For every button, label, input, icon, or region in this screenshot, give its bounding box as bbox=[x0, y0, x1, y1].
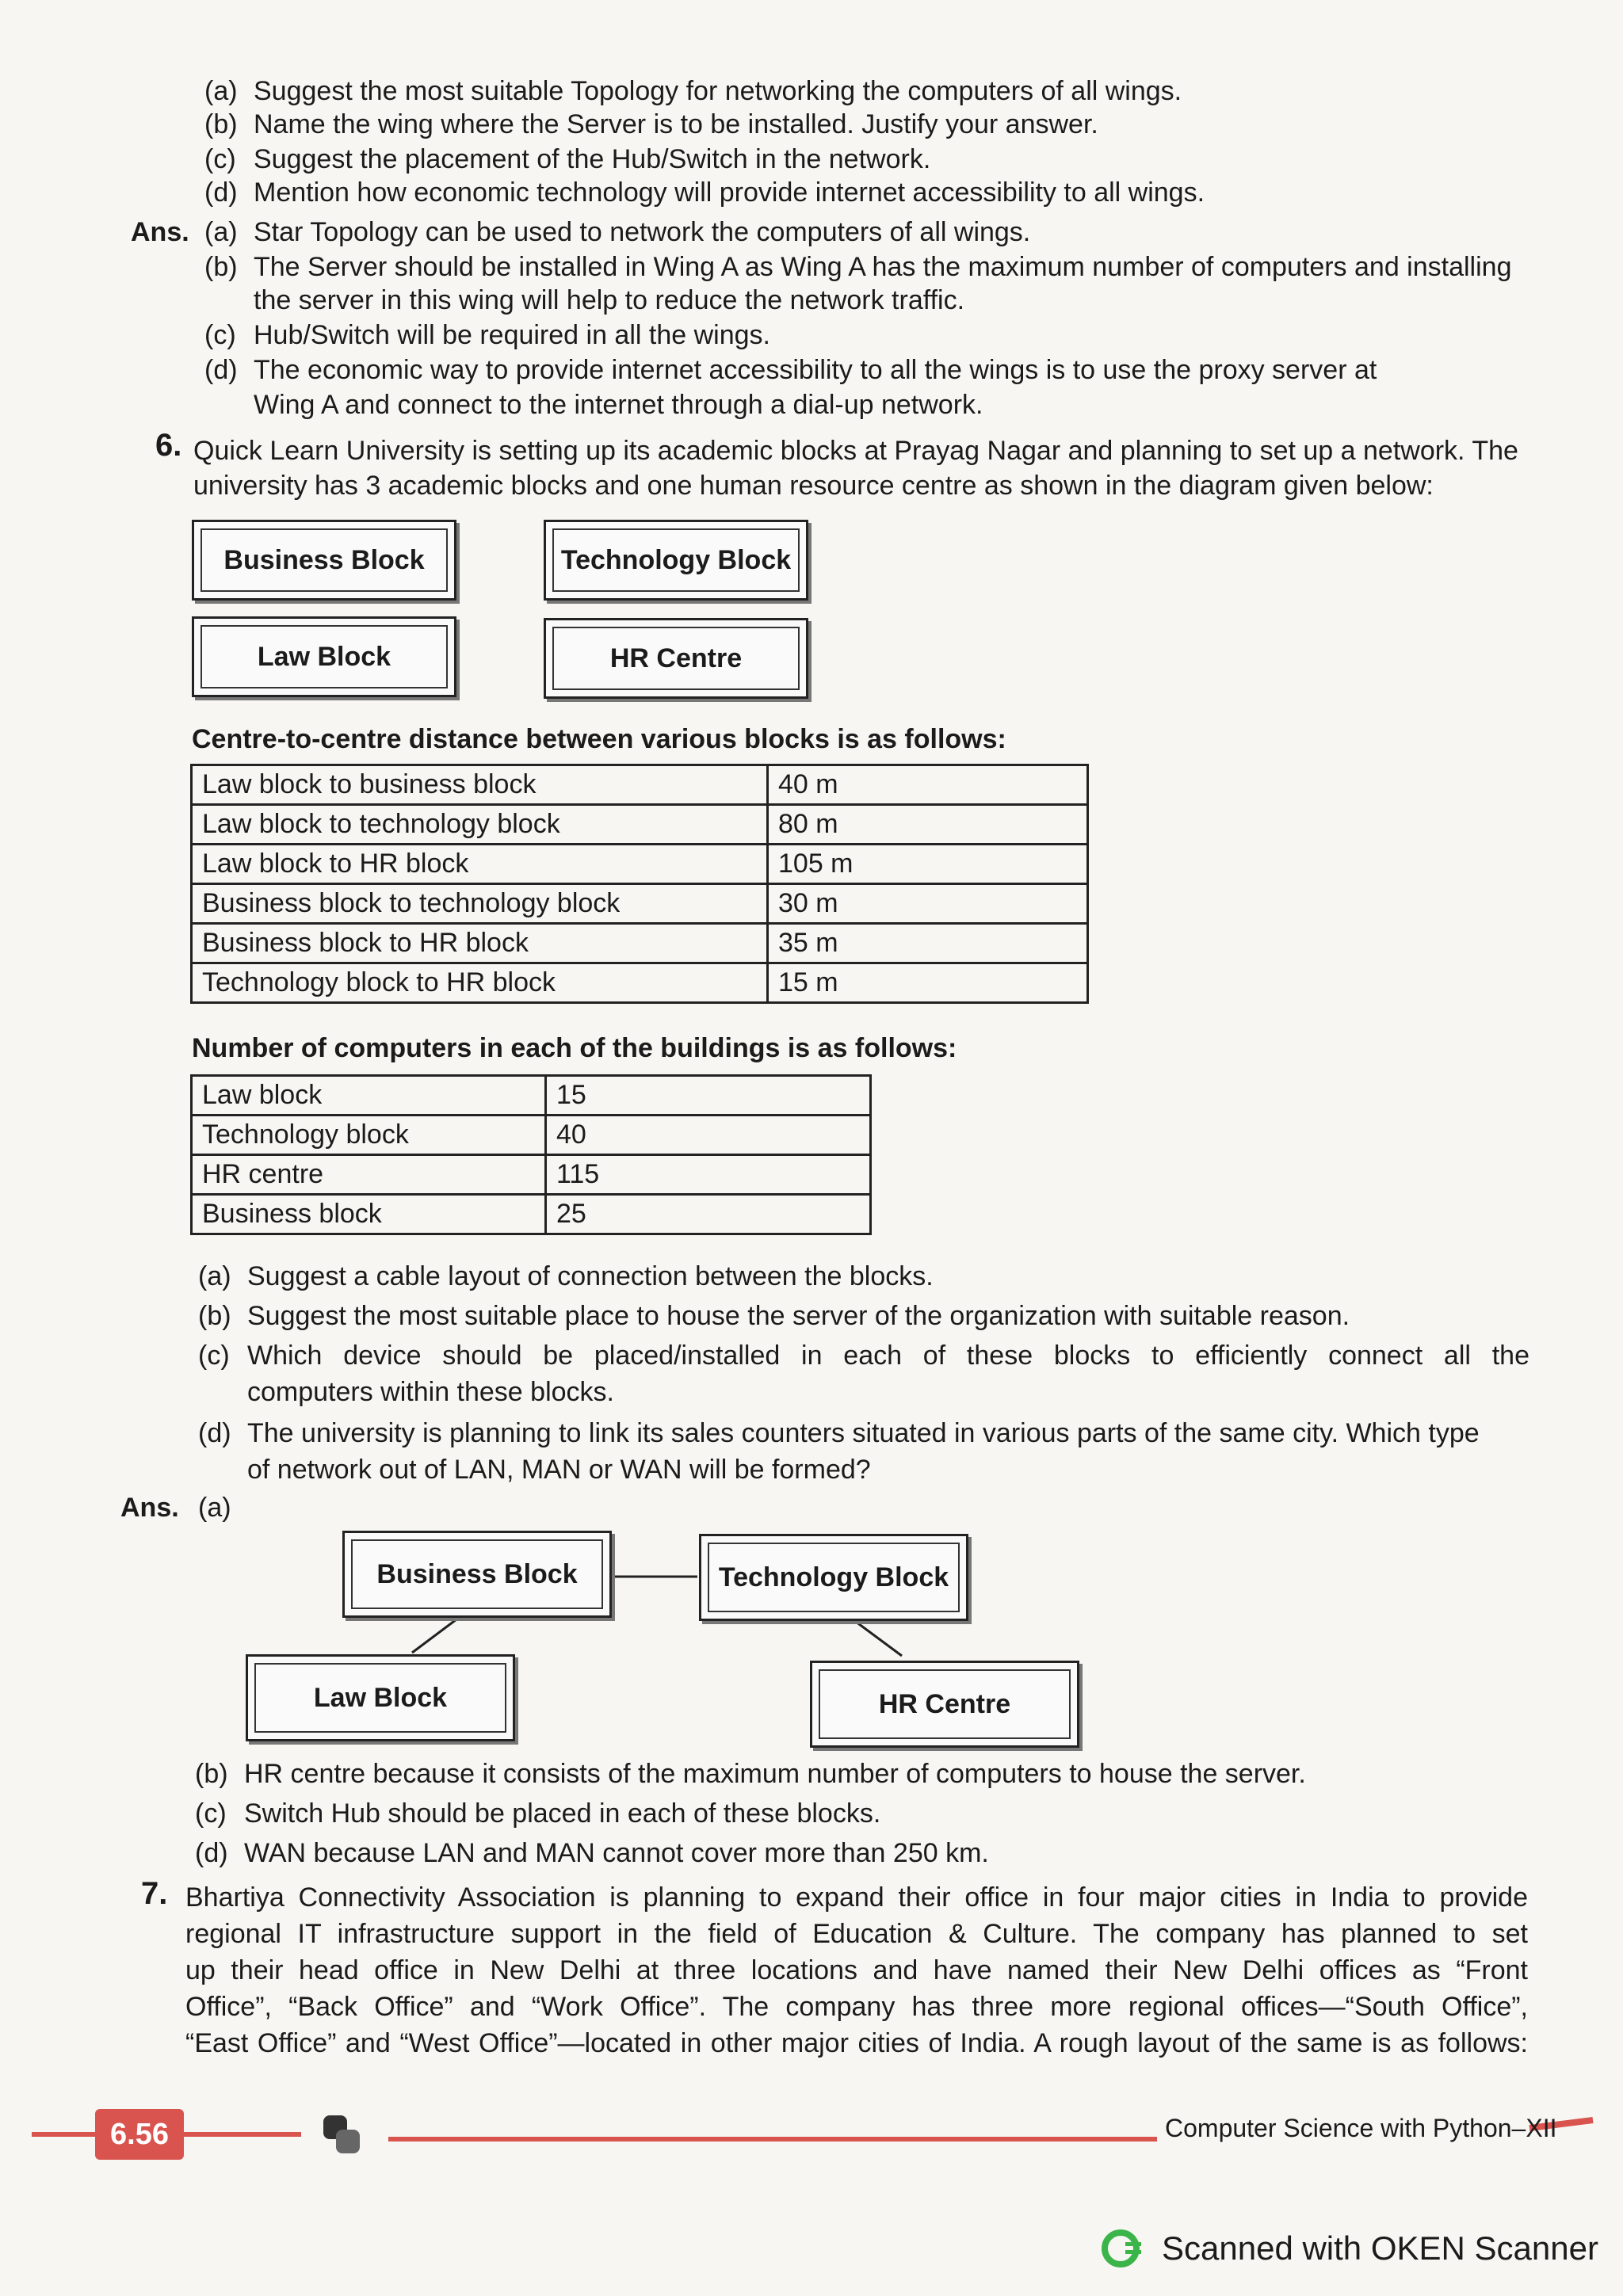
answer-hr-centre-label: HR Centre bbox=[819, 1669, 1071, 1739]
distance-value-cell: 40 m bbox=[768, 765, 1088, 805]
distance-label-cell: Business block to technology block bbox=[192, 884, 768, 924]
python-logo-icon bbox=[323, 2115, 360, 2153]
computers-value-cell: 115 bbox=[546, 1155, 871, 1195]
distance-label-cell: Law block to technology block bbox=[192, 805, 768, 845]
question-7-line: Office”, “Back Office” and “Work Office”. The company has three more regional offices—“South Office”, bbox=[185, 1992, 1528, 2022]
answer-technology-block-label: Technology Block bbox=[708, 1543, 960, 1612]
distance-value-cell: 15 m bbox=[768, 963, 1088, 1003]
distance-label-cell: Business block to HR block bbox=[192, 924, 768, 963]
question-7-line: regional IT infrastructure support in the field of Education & Culture. The company has planned to set bbox=[185, 1919, 1528, 1949]
question-6-c: (c) Which device should be placed/installed in each of these blocks to efficiently connect all the bbox=[198, 1341, 1529, 1371]
distance-value-cell: 80 m bbox=[768, 805, 1088, 845]
prev-question-c: (c) Suggest the placement of the Hub/Switch in the network. bbox=[204, 144, 931, 174]
computers-table-heading: Number of computers in each of the buildings is as follows: bbox=[192, 1033, 957, 1063]
question-6-d: (d) The university is planning to link its sales counters situated in various parts of the same city. Which type bbox=[198, 1418, 1480, 1448]
oken-scanner-logo-icon bbox=[1102, 2226, 1146, 2271]
answer-business-block-label: Business Block bbox=[351, 1539, 603, 1609]
question-6-d-cont: of network out of LAN, MAN or WAN will be formed? bbox=[247, 1455, 871, 1485]
prev-question-b: (b) Name the wing where the Server is to be installed. Justify your answer. bbox=[204, 109, 1098, 139]
question-6-a: (a) Suggest a cable layout of connection between the blocks. bbox=[198, 1261, 934, 1291]
computers-value-cell: 25 bbox=[546, 1195, 871, 1234]
question-7-number: 7. bbox=[141, 1876, 168, 1911]
diagram-law-block-label: Law Block bbox=[200, 625, 448, 688]
question-7-line: up their head office in New Delhi at three locations and have named their New Delhi offices as “Front bbox=[185, 1955, 1528, 1985]
computers-value-cell: 40 bbox=[546, 1116, 871, 1155]
prev-answer-label: Ans. bbox=[131, 217, 189, 247]
diagram-hr-centre-label: HR Centre bbox=[552, 627, 800, 690]
question-7-line: Bhartiya Connectivity Association is planning to expand their office in four major cities in India to provide bbox=[185, 1882, 1528, 1913]
distance-value-cell: 105 m bbox=[768, 845, 1088, 884]
prev-answer-a: (a) Star Topology can be used to network the computers of all wings. bbox=[204, 217, 1031, 247]
prev-question-d: (d) Mention how economic technology will provide internet accessibility to all wings. bbox=[204, 177, 1205, 208]
scanner-watermark bbox=[1102, 2226, 1598, 2271]
distance-label-cell: Law block to business block bbox=[192, 765, 768, 805]
diagram-business-block-label: Business Block bbox=[200, 528, 448, 592]
computers-label-cell: Technology block bbox=[192, 1116, 546, 1155]
question-6-answer-c: (c) Switch Hub should be placed in each of these blocks. bbox=[195, 1798, 881, 1829]
computers-label-cell: Law block bbox=[192, 1076, 546, 1116]
question-6-b: (b) Suggest the most suitable place to house the server of the organization with suitable reason. bbox=[198, 1301, 1350, 1331]
distance-label-cell: Technology block to HR block bbox=[192, 963, 768, 1003]
prev-answer-d-cont: Wing A and connect to the internet through a dial-up network. bbox=[254, 390, 983, 420]
question-6-answer-a-label: (a) bbox=[198, 1493, 231, 1523]
answer-law-block-label: Law Block bbox=[254, 1663, 506, 1733]
question-6-answer-d: (d) WAN because LAN and MAN cannot cover more than 250 km. bbox=[195, 1838, 989, 1868]
distance-table-heading: Centre-to-centre distance between various blocks is as follows: bbox=[192, 724, 1006, 754]
distance-value-cell: 30 m bbox=[768, 884, 1088, 924]
page-number: 6.56 bbox=[95, 2109, 184, 2160]
book-title: Computer Science with Python–XII bbox=[1165, 2114, 1557, 2142]
computers-label-cell: Business block bbox=[192, 1195, 546, 1234]
prev-answer-b-cont: the server in this wing will help to reduce the network traffic. bbox=[254, 285, 965, 315]
question-6-text-line1: Quick Learn University is setting up its academic blocks at Prayag Nagar and planning to set up a network. The bbox=[193, 436, 1518, 466]
diagram-technology-block-label: Technology Block bbox=[552, 528, 800, 592]
question-6-number: 6. bbox=[155, 428, 182, 463]
question-6-answer-label: Ans. bbox=[120, 1493, 179, 1523]
question-6-text-line2: university has 3 academic blocks and one human resource centre as shown in the diagram given below: bbox=[193, 471, 1434, 501]
distance-value-cell: 35 m bbox=[768, 924, 1088, 963]
question-6-c-cont: computers within these blocks. bbox=[247, 1377, 614, 1407]
question-7-line: “East Office” and “West Office”—located in other major cities of India. A rough layout of the same is as follows: bbox=[185, 2028, 1528, 2058]
scanner-text: Scanned with OKEN Scanner bbox=[1162, 2229, 1598, 2267]
prev-answer-c: (c) Hub/Switch will be required in all the wings. bbox=[204, 320, 770, 350]
distance-label-cell: Law block to HR block bbox=[192, 845, 768, 884]
prev-answer-b: (b) The Server should be installed in Wing A as Wing A has the maximum number of computers and installing bbox=[204, 252, 1512, 282]
computers-value-cell: 15 bbox=[546, 1076, 871, 1116]
question-6-answer-b: (b) HR centre because it consists of the maximum number of computers to house the server. bbox=[195, 1759, 1306, 1789]
prev-answer-d: (d) The economic way to provide internet accessibility to all the wings is to use the proxy server at bbox=[204, 355, 1377, 385]
prev-question-a: (a) Suggest the most suitable Topology for networking the computers of all wings. bbox=[204, 76, 1182, 106]
computers-label-cell: HR centre bbox=[192, 1155, 546, 1195]
